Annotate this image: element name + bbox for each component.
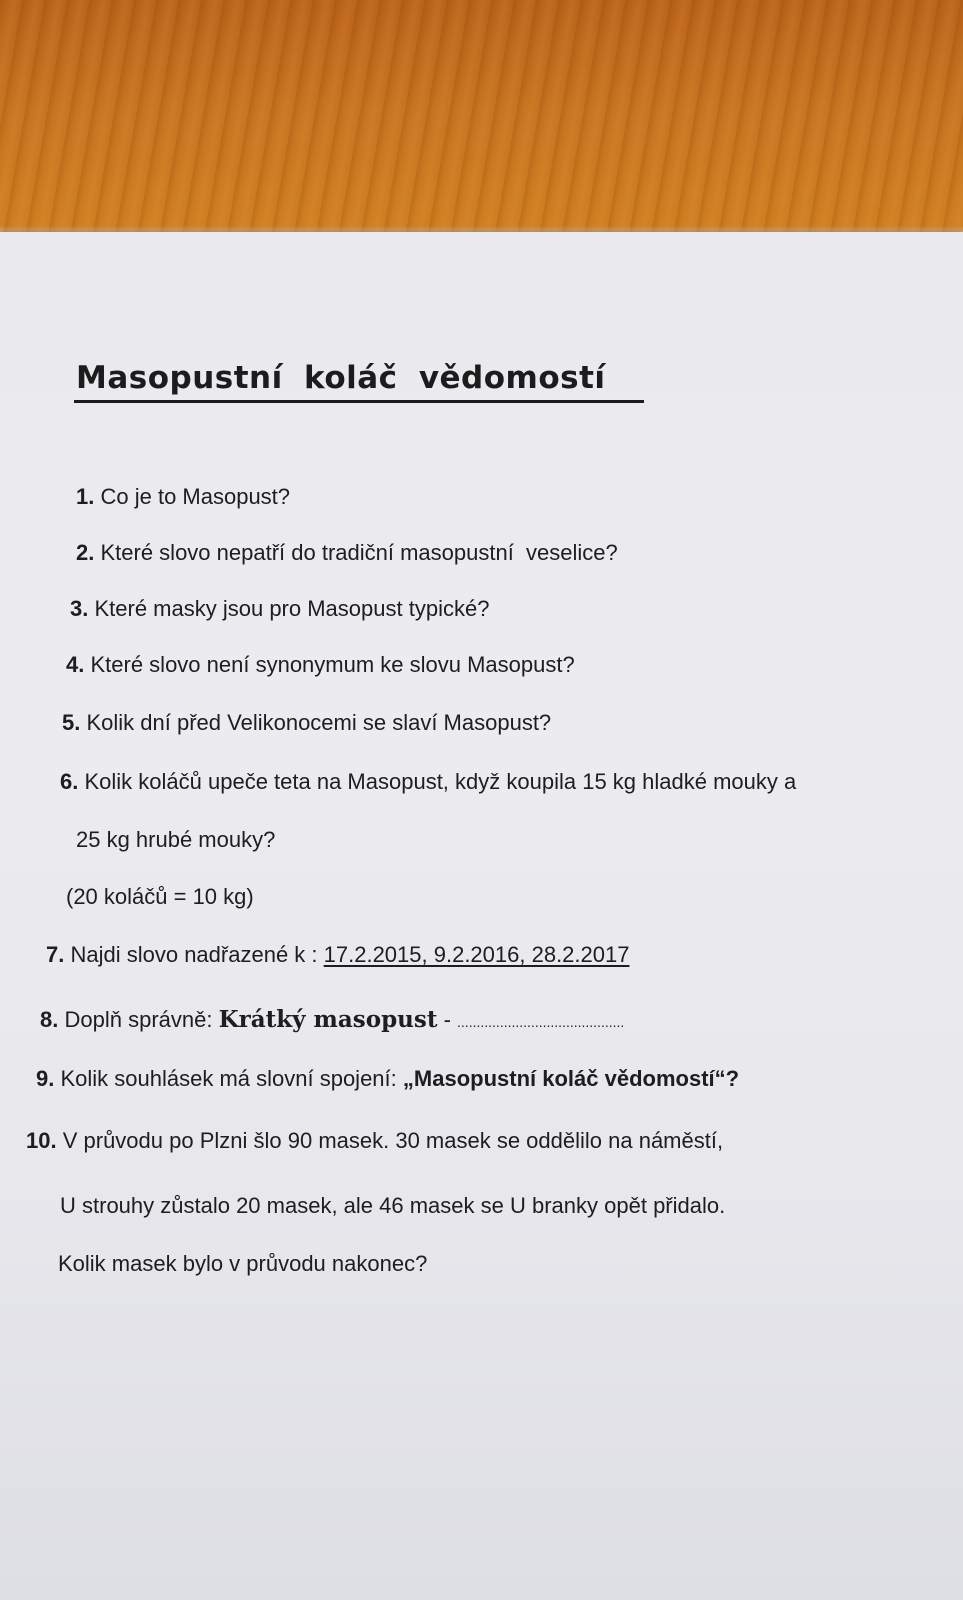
- question-text: Které slovo není synonymum ke slovu Masopust?: [90, 652, 575, 677]
- question-number: 2.: [76, 540, 95, 565]
- question-1: [76, 484, 290, 510]
- question-7: [46, 942, 629, 968]
- question-phrase: „Masopustní koláč vědomostí“?: [402, 1066, 740, 1091]
- question-3: [70, 596, 489, 622]
- question-4: [66, 652, 575, 678]
- question-text: Kolik koláčů upeče teta na Masopust, když koupila 15 kg hladké mouky a: [84, 769, 797, 794]
- worksheet-title: Masopustní koláč vědomostí: [76, 360, 606, 396]
- question-text: Které masky jsou pro Masopust typické?: [94, 596, 490, 621]
- question-number: 1.: [76, 484, 95, 509]
- question-text: V průvodu po Plzni šlo 90 masek. 30 masek se oddělilo na náměstí,: [62, 1128, 724, 1153]
- question-text: Které slovo nepatří do tradiční masopustní veselice?: [100, 540, 618, 565]
- question-number: 6.: [60, 769, 79, 794]
- question-number: 9.: [36, 1066, 55, 1091]
- question-dash: -: [443, 1007, 451, 1032]
- question-number: 3.: [70, 596, 89, 621]
- question-text: Kolik souhlásek má slovní spojení:: [60, 1066, 397, 1091]
- question-text: Najdi slovo nadřazené k :: [70, 942, 318, 967]
- question-number: 10.: [26, 1128, 57, 1153]
- question-number: 4.: [66, 652, 85, 677]
- question-6: [60, 769, 796, 795]
- question-text: Kolik dní před Velikonocemi se slaví Masopust?: [86, 710, 552, 735]
- question-text: Co je to Masopust?: [100, 484, 291, 509]
- title-underline: [74, 400, 644, 403]
- question-10: [26, 1128, 723, 1154]
- question-phrase: Krátký masopust: [218, 1006, 438, 1033]
- question-9: [36, 1066, 739, 1092]
- question-number: 5.: [62, 710, 81, 735]
- question-2: [76, 540, 618, 566]
- question-5: [62, 710, 551, 736]
- question-10-line-2: U strouhy zůstalo 20 masek, ale 46 masek se U branky opět přidalo.: [60, 1193, 726, 1218]
- worksheet-paper: [0, 232, 963, 1600]
- table-surface: [0, 0, 963, 250]
- question-10-line-3: Kolik masek bylo v průvodu nakonec?: [58, 1251, 428, 1276]
- question-number: 8.: [40, 1007, 59, 1032]
- question-number: 7.: [46, 942, 65, 967]
- answer-blank: ...........................................: [457, 1014, 625, 1030]
- question-8: [40, 1006, 624, 1033]
- question-6-hint: (20 koláčů = 10 kg): [66, 884, 254, 909]
- question-text: Doplň správně:: [64, 1007, 213, 1032]
- question-dates: 17.2.2015, 9.2.2016, 28.2.2017: [323, 942, 630, 967]
- question-6-line-2: 25 kg hrubé mouky?: [76, 827, 276, 852]
